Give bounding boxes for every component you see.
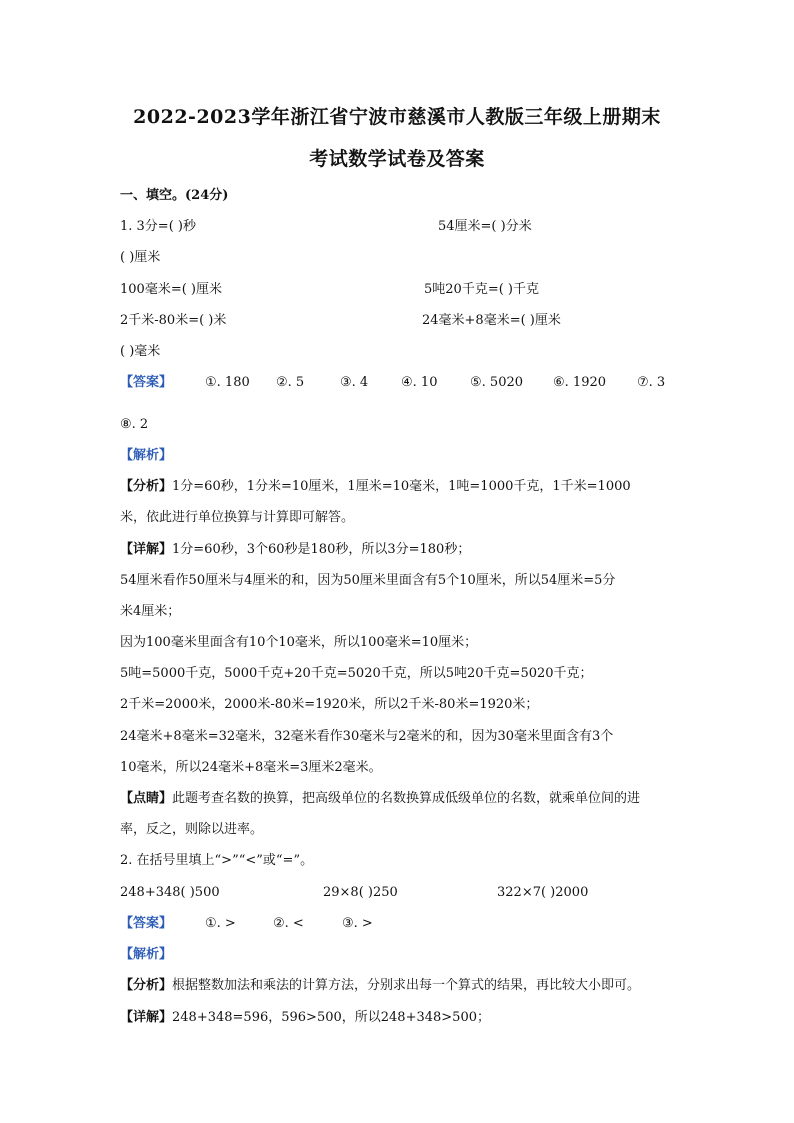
q2-fenxi-line bbox=[120, 978, 640, 994]
q1-xiangjie-line6: 2千米=2000米，2000米-80米=1920米，所以2千米-80米=1920米； bbox=[120, 697, 539, 712]
fenxi-text: 1分=60秒，1分米=10厘米，1厘米=10毫米，1吨=1000千克，1千米=1000 bbox=[172, 479, 631, 494]
q1-xiangjie-line1 bbox=[120, 542, 470, 558]
document-title-line2: 考试数学试卷及答案 bbox=[309, 148, 485, 170]
q2-answer-2: ②. < bbox=[273, 916, 304, 931]
q2-item-1: 248+348( )500 bbox=[120, 885, 220, 900]
q1-line5: ( )毫米 bbox=[120, 344, 161, 359]
q1-line1-left: 1. 3分=( )秒 bbox=[120, 219, 196, 234]
xiangjie-text: 248+348=596，596>500，所以248+348>500； bbox=[172, 1010, 490, 1025]
q1-fenxi-line1 bbox=[120, 479, 631, 495]
xiangjie-text: 1分=60秒，3个60秒是180秒，所以3分=180秒； bbox=[172, 542, 471, 557]
q1-answer-6: ⑥. 1920 bbox=[553, 375, 607, 390]
q1-dianjing-line1 bbox=[120, 791, 640, 807]
q1-line3-left: 100毫米=( )厘米 bbox=[120, 282, 222, 297]
q1-line4-right: 24毫米+8毫米=( )厘米 bbox=[422, 313, 561, 328]
dianjing-text: 此题考查名数的换算，把高级单位的名数换算成低级单位的名数，就乘单位间的进 bbox=[172, 791, 641, 806]
q1-answer-1: ①. 180 bbox=[205, 375, 250, 390]
q1-xiangjie-line5: 5吨=5000千克，5000千克+20千克=5020千克，所以5吨20千克=5020千克； bbox=[120, 666, 593, 681]
q1-line1-right: 54厘米=( )分米 bbox=[438, 219, 532, 234]
q1-xiangjie-line4: 因为100毫米里面含有10个10毫米，所以100毫米=10厘米； bbox=[120, 635, 478, 650]
xiangjie-tag: 【详解】 bbox=[120, 542, 173, 557]
q1-answer-4: ④. 10 bbox=[401, 375, 438, 390]
q1-answer-2: ②. 5 bbox=[276, 375, 305, 390]
q1-answer-3: ③. 4 bbox=[340, 375, 369, 390]
fenxi-text: 根据整数加法和乘法的计算方法，分别求出每一个算式的结果，再比较大小即可。 bbox=[172, 978, 641, 993]
section-heading: 一、填空。(24分) bbox=[120, 188, 229, 203]
q1-answer-5: ⑤. 5020 bbox=[470, 375, 524, 390]
document-title-line1: 2022-2023学年浙江省宁波市慈溪市人教版三年级上册期末 bbox=[133, 106, 661, 128]
q1-xiangjie-line7: 24毫米+8毫米=32毫米，32毫米看作30毫米与2毫米的和，因为30毫米里面含有3个 bbox=[120, 729, 614, 744]
q1-line4-left: 2千米-80米=( )米 bbox=[120, 313, 227, 328]
q1-answer-7: ⑦. 3 bbox=[637, 375, 666, 390]
q1-xiangjie-line8: 10毫米，所以24毫米+8毫米=3厘米2毫米。 bbox=[120, 760, 382, 775]
q2-answer-1: ①. > bbox=[205, 916, 236, 931]
xiangjie-tag: 【详解】 bbox=[120, 1010, 173, 1025]
dianjing-tag: 【点睛】 bbox=[120, 791, 173, 806]
q1-xiangjie-line2: 54厘米看作50厘米与4厘米的和，因为50厘米里面含有5个10厘米，所以54厘米=5分 bbox=[120, 573, 616, 588]
fenxi-tag: 【分析】 bbox=[120, 978, 173, 993]
q2-analysis-tag: 【解析】 bbox=[120, 947, 173, 962]
q1-answer-tag: 【答案】 bbox=[120, 375, 173, 390]
q2-item-3: 322×7( )2000 bbox=[497, 885, 589, 900]
q2-prompt: 2. 在括号里填上“>”“<”或“=”。 bbox=[120, 853, 314, 868]
q1-analysis-tag: 【解析】 bbox=[120, 448, 173, 463]
fenxi-tag: 【分析】 bbox=[120, 479, 173, 494]
q1-line3-right: 5吨20千克=( )千克 bbox=[424, 282, 539, 297]
q1-line2: ( )厘米 bbox=[120, 250, 161, 265]
q1-answer-8: ⑧. 2 bbox=[120, 417, 149, 432]
q1-fenxi-line2: 米，依此进行单位换算与计算即可解答。 bbox=[120, 510, 355, 525]
q2-item-2: 29×8( )250 bbox=[323, 885, 398, 900]
q2-xiangjie-line bbox=[120, 1010, 490, 1026]
q1-dianjing-line2: 率，反之，则除以进率。 bbox=[120, 822, 264, 837]
q1-xiangjie-line3: 米4厘米； bbox=[120, 604, 181, 619]
q2-answer-tag: 【答案】 bbox=[120, 916, 173, 931]
q2-answer-3: ③. > bbox=[342, 916, 373, 931]
